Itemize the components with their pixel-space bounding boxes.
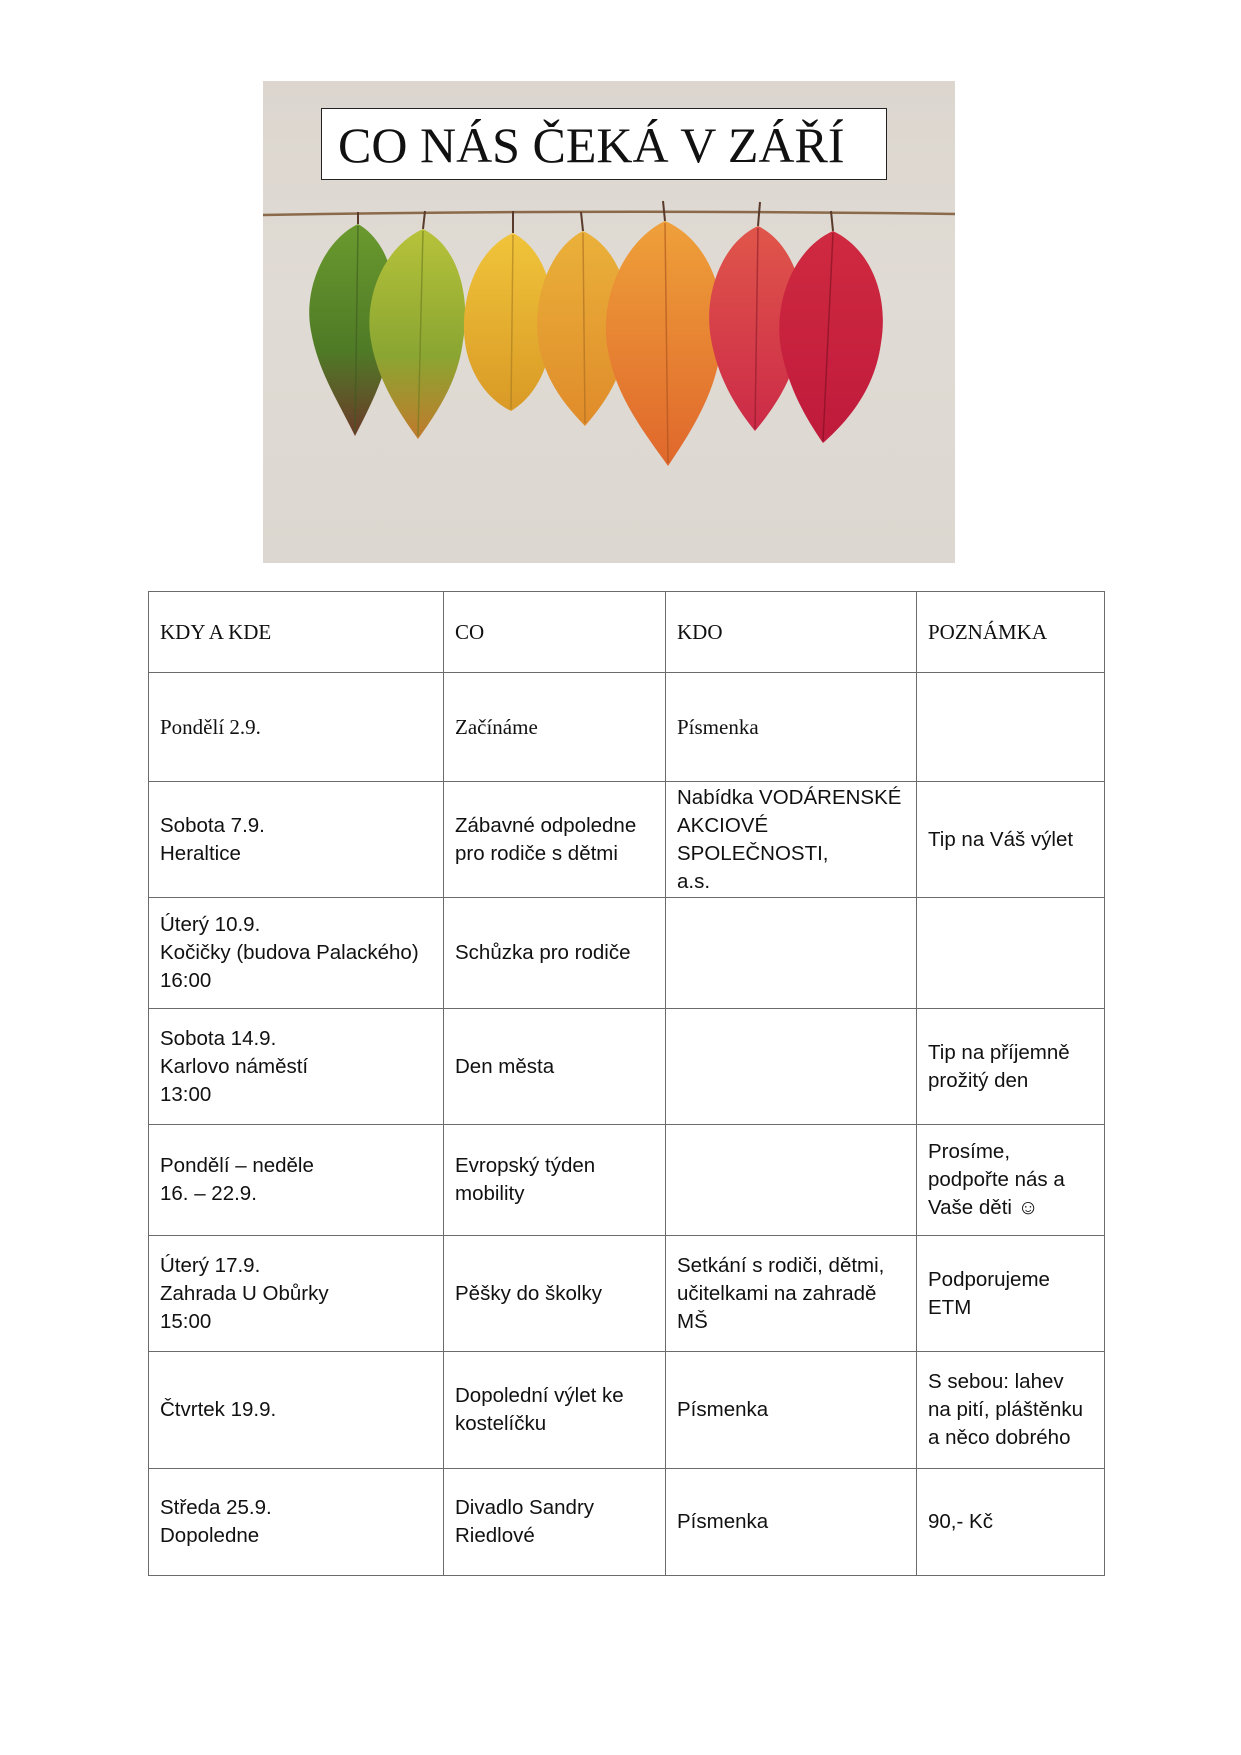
autumn-leaves-photo (263, 81, 955, 563)
page-title: CO NÁS ČEKÁ V ZÁŘÍ (321, 108, 887, 180)
table-row (149, 1236, 1105, 1352)
table-header-row (149, 592, 1105, 673)
leaf-crimson (779, 211, 883, 443)
cell-what: Divadlo Sandry Riedlové (444, 1469, 666, 1576)
cell-when-where: Čtvrtek 19.9. (149, 1352, 444, 1469)
cell-what: Den města (444, 1009, 666, 1125)
cell-when-where: Úterý 17.9. Zahrada U Obůrky 15:00 (149, 1236, 444, 1352)
table-row (149, 1125, 1105, 1236)
table-row (149, 1469, 1105, 1576)
column-header-note: POZNÁMKA (917, 592, 1105, 673)
cell-what: Pěšky do školky (444, 1236, 666, 1352)
cell-when-where: Pondělí – neděle 16. – 22.9. (149, 1125, 444, 1236)
cell-when-where: Úterý 10.9. Kočičky (budova Palackého) 16:00 (149, 898, 444, 1009)
table-row (149, 898, 1105, 1009)
cell-note: 90,- Kč (917, 1469, 1105, 1576)
cell-note: Prosíme, podpořte nás a Vaše děti ☺ (917, 1125, 1105, 1236)
cell-who: Písmenka (666, 1352, 917, 1469)
table-row (149, 673, 1105, 782)
table-row (149, 1009, 1105, 1125)
cell-who: Písmenka (666, 673, 917, 782)
cell-note: S sebou: lahev na pití, pláštěnku a něco dobrého (917, 1352, 1105, 1469)
table-row (149, 1352, 1105, 1469)
cell-who: Písmenka (666, 1469, 917, 1576)
cell-note (917, 898, 1105, 1009)
cell-what: Zábavné odpoledne pro rodiče s dětmi (444, 782, 666, 898)
cell-when-where: Středa 25.9. Dopoledne (149, 1469, 444, 1576)
cell-when-where: Pondělí 2.9. (149, 673, 444, 782)
column-header-who: KDO (666, 592, 917, 673)
event-schedule-table (148, 591, 1105, 1576)
cell-who: Setkání s rodiči, dětmi, učitelkami na zahradě MŠ (666, 1236, 917, 1352)
cell-what: Dopolední výlet ke kostelíčku (444, 1352, 666, 1469)
table-row (149, 782, 1105, 898)
leaf-deep-orange (606, 201, 723, 466)
cell-who (666, 898, 917, 1009)
cell-who: Nabídka VODÁRENSKÉ AKCIOVÉ SPOLEČNOSTI, a.s. (666, 782, 917, 898)
cell-note (917, 673, 1105, 782)
cell-note: Tip na Váš výlet (917, 782, 1105, 898)
column-header-what: CO (444, 592, 666, 673)
cell-note: Podporujeme ETM (917, 1236, 1105, 1352)
column-header-when-where: KDY A KDE (149, 592, 444, 673)
cell-who (666, 1125, 917, 1236)
cell-what: Evropský týden mobility (444, 1125, 666, 1236)
cell-who (666, 1009, 917, 1125)
cell-what: Začínáme (444, 673, 666, 782)
cell-when-where: Sobota 14.9. Karlovo náměstí 13:00 (149, 1009, 444, 1125)
cell-when-where: Sobota 7.9. Heraltice (149, 782, 444, 898)
cell-what: Schůzka pro rodiče (444, 898, 666, 1009)
leaf-yellow-green (369, 211, 465, 439)
cell-note: Tip na příjemně prožitý den (917, 1009, 1105, 1125)
